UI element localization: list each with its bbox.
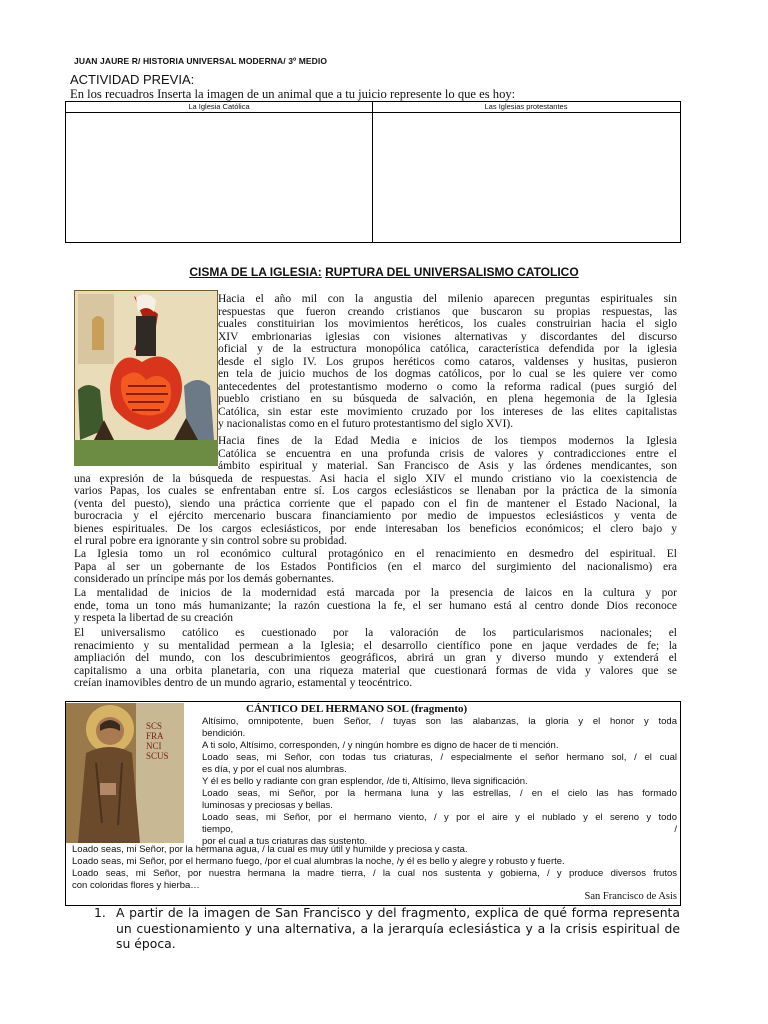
text-line: XIV embrionarias iglesias con visiones alternativas y discordantes del discurso (218, 330, 677, 343)
text-line: una expresión de la búsqueda de respuestas. Asi hacia el siglo XIV el mundo cristiano vio la coexistencia de (74, 472, 677, 485)
text-line: La Iglesia tomo un rol económico cultural protagónico en el renacimiento en desmedro del espiritual. El (74, 548, 677, 560)
paragraph-mentality (74, 587, 677, 625)
column-header-protestant: Las Iglesias protestantes (372, 102, 680, 113)
poem-body (202, 716, 677, 848)
poem-line: luminosas y preciosas y bellas. (202, 800, 333, 811)
text-line: desde el siglo IV. Los grupos heréticos como cataros, valdenses y husitas, pusieron (218, 355, 677, 368)
text-line: ende, toma un tono más humanizante; la razón cuestiona la fe, el ser humano está al centro donde Dios reconoce (74, 599, 677, 612)
answer-cell-catholic[interactable] (66, 102, 373, 242)
paragraph-universalism (74, 627, 677, 690)
text-line: oficial y de la estructura monopólica católica, característica defendida por la iglesia (218, 343, 677, 356)
text-line: Católica, sin estar este movimiento cruzado por los intereses de las elites capitalistas (218, 405, 677, 418)
poem-line: Loado seas, mi Señor, por el hermano viento, / y por el aire y el nublado y el sereno y todo (202, 812, 677, 823)
text-line: ámbito espiritual y material. San Francisco de Asis y las órdenes mendicantes, son (218, 460, 677, 473)
paragraph-economic-role (74, 548, 677, 586)
text-line: el rural pobre era ignorante y sin control sobre su probidad. (74, 535, 348, 548)
text-line: burocracia y el ejército mercenario buscara financiamiento por medio de impuestos eclesiásticos y venta de (74, 510, 677, 523)
fresco-caption: SCS FRA NCI SCUS (146, 721, 169, 761)
text-line: pueblo cristiano en su búsqueda de salvación, en plena hegemonia de la Iglesia (218, 393, 677, 406)
text-line: renacimiento y su mentalidad permean a la Iglesia; el desarrollo científico pone en jaque verdades de fe; la (74, 639, 677, 652)
text-line: ampliación del mundo, con los descubrimientos geográficos, abrirá un gran y diverso mundo y extenderá el (74, 652, 677, 665)
document-header: JUAN JAURE R/ HISTORIA UNIVERSAL MODERNA/ 3º MEDIO (74, 56, 328, 66)
section-title-part-a: CISMA DE LA IGLESIA: (189, 265, 322, 279)
text-line: La mentalidad de inicios de la modernidad está marcada por la presencia de laicos en la cultura y por (74, 587, 677, 599)
text-line: varios Papas, los cuales se enfrentaban entre sí. Los cargos eclesiásticos se llenaban por la práctica de la simonía (74, 485, 677, 498)
question-text: A partir de la imagen de San Francisco y del fragmento, explica de qué forma representa un cuestionamiento y una alternativa, a la jerarquía eclesiástica y a la crisis espiritual de su época. (116, 905, 680, 951)
poem-line: bendición. (202, 728, 246, 739)
answer-cell-protestant[interactable] (372, 102, 680, 242)
paragraph-heresies (218, 293, 677, 431)
poem-title: CÁNTICO DEL HERMANO SOL (fragmento) (246, 703, 468, 715)
poem-line: tiempo, / (202, 824, 677, 835)
text-line: capitalismo a una orbita planetaria, con una riqueza material que cuestionará formas de vida y valores que se (74, 664, 677, 677)
question-number: 1. (94, 905, 106, 920)
activity-instruction: En los recuadros Inserta la imagen de un animal que a tu juicio represente lo que es hoy: (70, 87, 516, 101)
poem-line: por el cual a tus criaturas das sustento. (202, 836, 368, 847)
text-line: Hacia fines de la Edad Media e inicios de los tiempos modernos la Iglesia (218, 435, 677, 447)
poem-line: Y él es bello y radiante con gran esplendor, /de ti, Altísimo, lleva significación. (202, 776, 528, 787)
text-line: cuales constituirian los movimientos heréticos, los cuales construirian hacia el siglo (218, 318, 677, 331)
text-line: considerado un príncipe más por los demás gobernantes. (74, 573, 334, 586)
saint-francis-fresco (66, 703, 184, 843)
answer-table (65, 101, 681, 243)
text-line: Papa al ser un gobernante de los Estados Pontificios (en el marco del surgimiento del nacionalismo) era (74, 560, 677, 573)
column-header-catholic: La Iglesia Católica (66, 102, 372, 113)
text-line: antecedentes del protestantismo moderno o como la reforma radical (pues surgió del (218, 380, 677, 393)
poem-line: A ti solo, Altísimo, corresponden, / y ningún hombre es digno de hacer de ti mención. (202, 740, 559, 751)
poem-line: Altísimo, omnipotente, buen Señor, / tuyas son las alabanzas, la gloria y el honor y toda (202, 716, 677, 727)
text-line: respuestas que fueron creando cristianos que buscaron su propias respuestas, las (218, 305, 677, 318)
section-title (0, 265, 768, 279)
text-line: (venta del puesto), siendo una práctica corriente que el papado con el fin de mantener el Estado Nacional, la (74, 497, 677, 510)
poem-line: Loado seas, mi Señor, por la hermana luna y las estrellas, / en el cielo las has formado (202, 788, 677, 799)
poem-line: con coloridas flores y hierba… (72, 880, 200, 891)
question-1 (94, 905, 680, 952)
text-line: y nacionalistas como en el futuro protestantismo del siglo XVI). (218, 418, 514, 431)
section-title-part-b: RUPTURA DEL UNIVERSALISMO CATOLICO (325, 265, 579, 279)
poem-line: es día, y por el cual nos alumbras. (202, 764, 347, 775)
text-line: en tela de juicio muchos de los dogmas católicos, por lo cual se les quiere ver como (218, 368, 677, 381)
poem-body-continued (72, 844, 677, 892)
poem-line: Loado seas, mi Señor, con todas tus criaturas, / especialmente el señor hermano sol, / el cual (202, 752, 677, 763)
text-line: creían inamovibles dentro de un mundo agrario, estamental y teocéntrico. (74, 677, 413, 690)
text-line: y respeta la libertad de su creación (74, 612, 234, 625)
poem-author: San Francisco de Asis (584, 891, 677, 902)
poem-line: Loado seas, mi Señor, por nuestra hermana la madre tierra, / la cual nos sustenta y gobierna, / y produce diversos frutos (72, 868, 677, 879)
text-line: Católica se encuentra en una profunda crisis de valores y contradicciones entre el (218, 447, 677, 460)
text-line: bienes espirituales. De los cargos eclesiásticos, por ende interesaban los beneficios económicos; el clero bajo y (74, 522, 677, 535)
paragraph-crisis (74, 435, 677, 548)
poem-line: Loado seas, mi Señor, por el hermano fuego, /por el cual alumbras la noche, /y él es bello y alegre y robusto y fuerte. (72, 856, 565, 867)
text-line: Hacia el año mil con la angustia del milenio aparecen preguntas espirituales sin (218, 293, 677, 305)
text-line: El universalismo católico es cuestionado por la valoración de los particularismos nacionales; el (74, 627, 677, 639)
poem-line: Loado seas, mi Señor, por la hermana agua, / la cual es muy útil y humilde y preciosa y casta. (72, 844, 468, 855)
activity-title: ACTIVIDAD PREVIA: (70, 72, 195, 87)
